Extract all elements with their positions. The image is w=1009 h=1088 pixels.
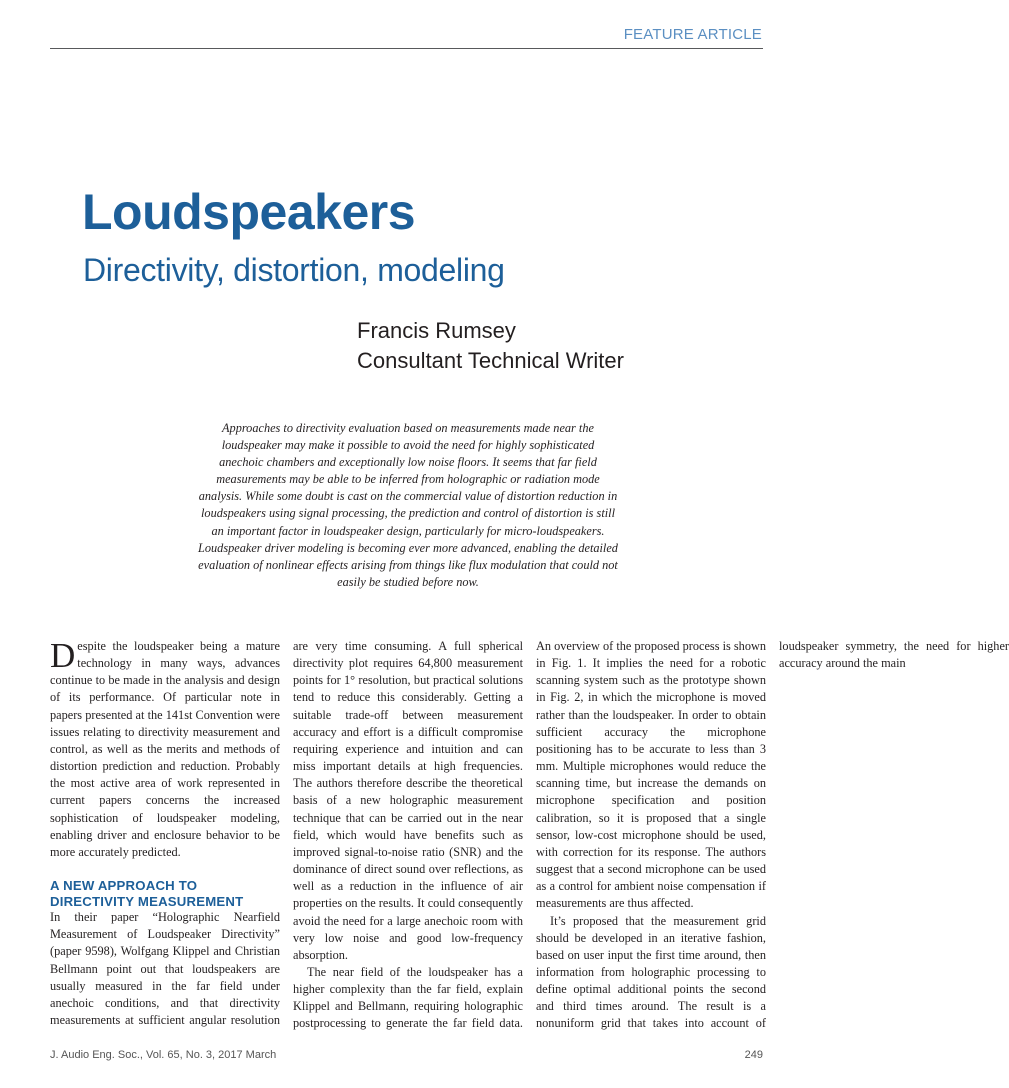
footer-citation: J. Audio Eng. Soc., Vol. 65, No. 3, 2017 March xyxy=(50,1049,277,1061)
intro-text: espite the loudspeaker being a mature technology in many ways, advances continue to be made in the analysis and design of its performance. Of particular note in papers presented at the 141st Convention were issues relating to directivity measurement and control, as well as the merits and methods of distortion prediction and reduction. Probably the most active area of work represented in current papers concerns the increased sophistication of loudspeaker modeling, enabling driver and enclosure behavior to be more accurately predicted. xyxy=(50,639,280,859)
author-role: Consultant Technical Writer xyxy=(357,348,624,373)
body-text xyxy=(50,636,1009,1038)
body-paragraph-1: In their paper “Holographic Nearfield Measurement of Loudspeaker Directivity” (paper 9598), Wolfgang Klippel and Christian Bellmann point out that loudspeakers are usually measured in the far field under anechoic conditions, and that directivity measurements at sufficient angular resolution are very time consuming. A full spherical directivity plot requires 64,800 measurement points for 1° resolution, but practical solutions tend to reduce this considerably. Getting a suitable trade-off between measurement accuracy and effort is a difficult compromise requiring experience and intuition and can miss important details at high frequencies. The authors therefore describe the theoretical basis of a new holographic measurement technique that can be carried out in the near field, which would have benefits such as improved signal-to-noise ratio (SNR) and the dominance of direct sound over reflections, as well as a reduction in the influence of air properties on the results. It could consequently avoid the need for a large anechoic room with very low noise and good low-frequency absorption. xyxy=(50,639,523,1027)
header-rule xyxy=(50,48,763,49)
intro-paragraph xyxy=(50,638,280,861)
drop-cap: D xyxy=(50,636,76,675)
article-subtitle: Directivity, distortion, modeling xyxy=(83,252,505,288)
section-heading: A NEW APPROACH TO DIRECTIVITY MEASUREMENT xyxy=(50,878,244,909)
author-block xyxy=(357,316,624,376)
body-paragraph-2: The near field of the loudspeaker has a higher complexity than the far field, explain Klippel and Bellmann, requiring holographic postprocessing to generate the far field data. An overview of the proposed process is shown in Fig. 1. It implies the need for a robotic scanning system such as the prototype shown in Fig. 2, in which the microphone is moved rather than the loudspeaker. In order to obtain sufficient accuracy the microphone positioning has to be accurate to less than 3 mm. Multiple microphones would reduce the scanning time, but increase the demands on microphone specification and position calibration, so it is proposed that a single sensor, low-cost microphone should be used, with correction for its response. The authors suggest that a second microphone can be used as a control for ambient noise compensation if measurements are thus affected. xyxy=(293,639,766,1031)
section-label: FEATURE ARTICLE xyxy=(623,26,762,43)
page-number: 249 xyxy=(744,1049,763,1061)
abstract: Approaches to directivity evaluation based on measurements made near the loudspeaker may make it possible to avoid the need for highly sophisticated anechoic chambers and exceptionally low noise floors. It seems that far field measurements may be able to be inferred from holographic or radiation mode analysis. While some doubt is cast on the commercial value of distortion reduction in loudspeakers using signal processing, the prediction and control of distortion is still an important factor in loudspeaker design, particularly for micro-loudspeakers. Loudspeaker driver modeling is becoming ever more advanced, enabling the detailed evaluation of nonlinear effects arising from things like flux modulation that could not easily be studied before now. xyxy=(198,421,618,589)
article-title: Loudspeakers xyxy=(82,184,416,240)
author-name: Francis Rumsey xyxy=(357,318,516,343)
body-paragraph-3: It’s proposed that the measurement grid should be developed in an iterative fashion, based on user input the first time around, then information from holographic processing to define optimal additional points the second and third times around. The result is a nonuniform grid that takes into account of loudspeaker symmetry, the need for higher accuracy around the main xyxy=(536,639,1009,1031)
